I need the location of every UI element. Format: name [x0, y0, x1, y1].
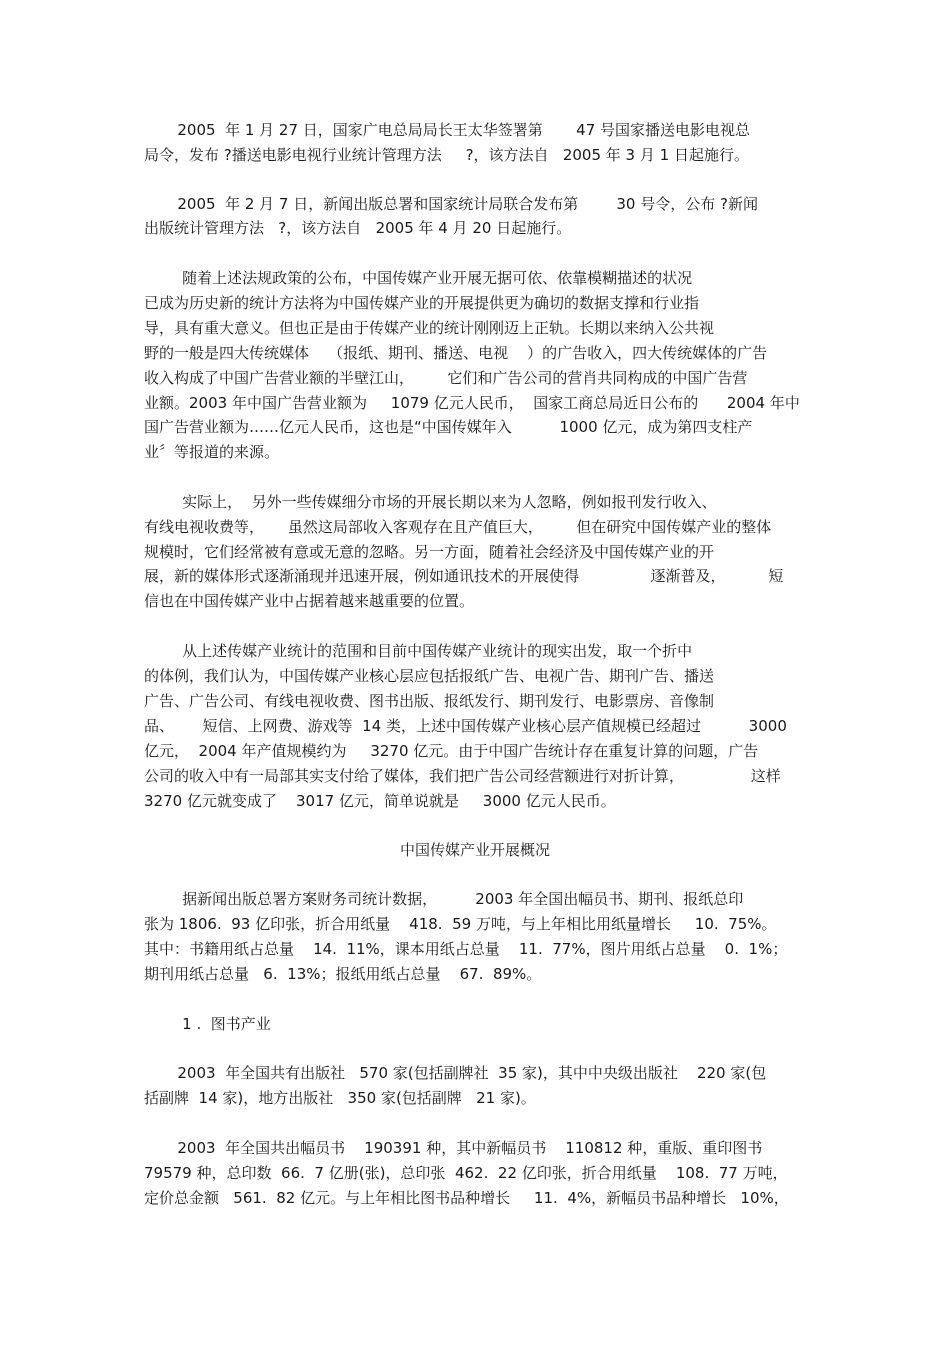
- paragraph-4-line-4: 展，新的媒体形式逐渐涌现并迅速开展，例如通讯技术的开展使得 逐渐普及， 短: [144, 567, 784, 585]
- paragraph-3-line-3: 导，具有重大意义。但也正是由于传媒产业的统计刚刚迈上正轨。长期以来纳入公共视: [144, 319, 715, 337]
- paragraph-2-line-2: 出版统计管理方法 ?，该方法自 2005 年 4 月 20 日起施行。: [144, 219, 572, 237]
- paragraph-2-line-1: 2005 年 2 月 7 日，新闻出版总署和国家统计局联合发布第 30 号令，公布 ?新闻: [144, 195, 758, 213]
- paragraph-7-line-1: 2003 年全国共有出版社 570 家(包括副牌社 35 家)，其中中央级出版社 220 家(包: [144, 1064, 767, 1082]
- paragraph-5-line-6: 公司的收入中有一局部其实支付给了媒体，我们把广告公司经营额进行对折计算， 这样: [144, 767, 781, 785]
- paragraph-5-line-5: 亿元， 2004 年产值规模约为 3270 亿元。由于中国广告统计存在重复计算的问题，广告: [144, 742, 759, 760]
- paragraph-1-line-1: 2005 年 1 月 27 日，国家广电总局局长王太华签署第 47 号国家播送电影电视总: [144, 121, 751, 139]
- paragraph-3-line-8: 业〞等报道的来源。: [144, 443, 280, 461]
- paragraph-5-line-2: 的体例，我们认为，中国传媒产业核心层应包括报纸广告、电视广告、期刊广告、播送: [144, 667, 715, 685]
- paragraph-5-line-7: 3270 亿元就变成了 3017 亿元，简单说就是 3000 亿元人民币。: [144, 792, 616, 810]
- paragraph-4-line-5: 信也在中国传媒产业中占据着越来越重要的位置。: [144, 592, 475, 610]
- paragraph-3-line-2: 已成为历史新的统计方法将为中国传媒产业的开展提供更为确切的数据支撑和行业指: [144, 294, 700, 312]
- paragraph-5-line-4: 品、 短信、上网费、游戏等 14 类，上述中国传媒产业核心层产值规模已经超过 3000: [144, 717, 787, 735]
- paragraph-7-line-2: 括副牌 14 家)，地方出版社 350 家(包括副牌 21 家)。: [144, 1089, 536, 1107]
- section-title: 中国传媒产业开展概况: [399, 841, 550, 859]
- paragraph-5-line-3: 广告、广告公司、有线电视收费、图书出版、报纸发行、期刊发行、电影票房、音像制: [144, 692, 715, 710]
- paragraph-8-line-2: 79579 种，总印数 66. 7 亿册(张)，总印张 462. 22 亿印张，折合用纸量 108. 77 万吨，: [144, 1164, 788, 1182]
- paragraph-8-line-1: 2003 年全国共出幅员书 190391 种，其中新幅员书 110812 种，重版、重印图书: [144, 1139, 763, 1157]
- paragraph-8-line-3: 定价总金额 561. 82 亿元。与上年相比图书品种增长 11. 4%，新幅员书品种增长 10%，: [144, 1189, 789, 1207]
- paragraph-6-line-4: 期刊用纸占总量 6. 13%；报纸用纸占总量 67. 89%。: [144, 965, 542, 983]
- paragraph-3-line-7: 国广告营业额为……亿元人民币，这也是“中国传媒年入 1000 亿元，成为第四支柱产: [144, 418, 753, 436]
- paragraph-5-line-1: 从上述传媒产业统计的范围和目前中国传媒产业统计的现实出发，取一个折中: [144, 642, 693, 660]
- subsection-title-books: 1 . 图书产业: [144, 1015, 271, 1033]
- paragraph-4-line-3: 规模时，它们经常被有意或无意的忽略。另一方面，随着社会经济及中国传媒产业的开: [144, 543, 715, 561]
- paragraph-4-line-2: 有线电视收费等， 虽然这局部收入客观存在且产值巨大， 但在研究中国传媒产业的整体: [144, 518, 772, 536]
- paragraph-3-line-1: 随着上述法规政策的公布，中国传媒产业开展无据可依、依靠模糊描述的状况: [144, 269, 693, 287]
- paragraph-3-line-4: 野的一般是四大传统媒体 （报纸、期刊、播送、电视 ）的广告收入，四大传统媒体的广告: [144, 344, 768, 362]
- paragraph-6-line-3: 其中：书籍用纸占总量 14. 11%，课本用纸占总量 11. 77%，图片用纸占总量 0. 1%；: [144, 940, 788, 958]
- paragraph-3-line-5: 收入构成了中国广告营业额的半壁江山， 它们和广告公司的营肖共同构成的中国广告营: [144, 369, 748, 387]
- paragraph-4-line-1: 实际上， 另外一些传媒细分市场的开展长期以来为人忽略，例如报刊发行收入、: [144, 493, 717, 511]
- paragraph-6-line-1: 据新闻出版总署方案财务司统计数据， 2003 年全国出幅员书、期刊、报纸总印: [144, 890, 744, 908]
- paragraph-6-line-2: 张为 1806. 93 亿印张，折合用纸量 418. 59 万吨，与上年相比用纸量增长 10. 75%。: [144, 915, 777, 933]
- paragraph-1-line-2: 局令，发布 ?播送电影电视行业统计管理方法 ?，该方法自 2005 年 3 月 1 日起施行。: [144, 146, 749, 164]
- paragraph-3-line-6: 业额。2003 年中国广告营业额为 1079 亿元人民币， 国家工商总局近日公布的 2004 年中: [144, 394, 800, 412]
